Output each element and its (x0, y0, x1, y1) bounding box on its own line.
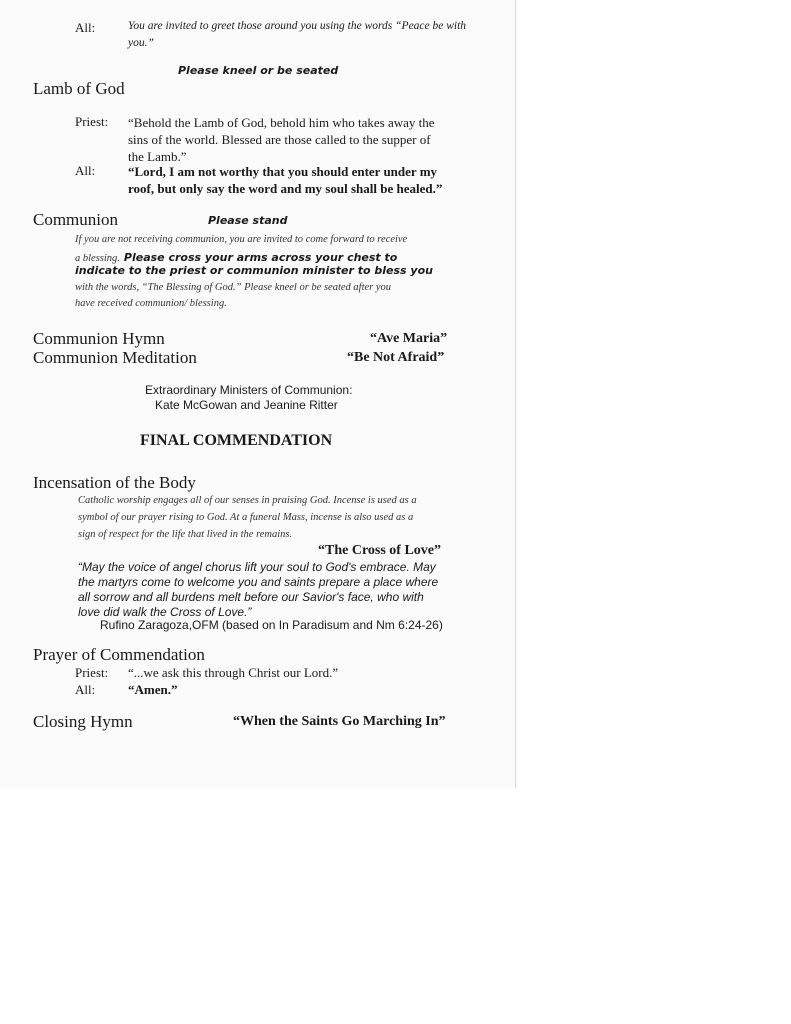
communion-hymn-label: Communion Hymn (33, 329, 165, 348)
lyrics-line: all sorrow and all burdens melt before our Savior's face, who with (78, 590, 424, 604)
priest-label: Priest: (75, 665, 109, 680)
peace-text-line: You are invited to greet those around you using the words “Peace be with (128, 20, 467, 32)
communion-blessing-instruction: Please cross your arms across your chest to (123, 251, 398, 264)
peace-speaker-label: All: (75, 20, 96, 35)
all-label: All: (75, 163, 96, 178)
incensation-note-line: symbol of our prayer rising to God. At a funeral Mass, incense is also used as a (78, 512, 414, 523)
peace-text-line: you.” (128, 37, 154, 49)
all-label: All: (75, 682, 96, 697)
all-response-line: “Lord, I am not worthy that you should enter under my (128, 164, 438, 179)
song-credit: Rufino Zaragoza,OFM (based on In Paradisum and Nm 6:24-26) (100, 618, 443, 632)
priest-line: “Behold the Lamb of God, behold him who takes away the (128, 115, 435, 130)
priest-line: sins of the world. Blessed are those called to the supper of (128, 132, 431, 147)
lamb-of-god-heading: Lamb of God (33, 79, 125, 98)
prayer-of-commendation-heading: Prayer of Commendation (33, 645, 205, 664)
communion-note-line: with the words, “The Blessing of God.” Please kneel or be seated after you (75, 282, 392, 293)
communion-blessing-instruction: indicate to the priest or communion minister to bless you (75, 264, 433, 277)
priest-line: “...we ask this through Christ our Lord.” (128, 665, 339, 680)
priest-label: Priest: (75, 114, 109, 129)
lyrics-line: the martyrs come to welcome you and saints prepare a place where (78, 575, 439, 589)
communion-hymn-title: “Ave Maria” (370, 331, 448, 346)
incensation-note-line: Catholic worship engages all of our senses in praising God. Incense is used as a (78, 495, 417, 506)
communion-note-line: If you are not receiving communion, you are invited to come forward to receive (75, 234, 408, 245)
communion-meditation-label: Communion Meditation (33, 348, 197, 367)
ministers-heading: Extraordinary Ministers of Communion: (145, 383, 353, 397)
kneel-instruction: Please kneel or be seated (178, 64, 339, 77)
lyrics-line: “May the voice of angel chorus lift your soul to God's embrace. May (78, 560, 436, 574)
incensation-note-line: sign of respect for the life that lived in the remains. (78, 529, 293, 540)
lyrics-line: love did walk the Cross of Love.” (78, 605, 252, 619)
priest-line: the Lamb.” (128, 149, 187, 164)
cross-of-love-title: “The Cross of Love” (318, 543, 442, 558)
all-response-line: “Amen.” (128, 682, 178, 697)
all-response-line: roof, but only say the word and my soul shall be healed.” (128, 181, 443, 196)
communion-heading: Communion (33, 210, 119, 229)
ministers-names: Kate McGowan and Jeanine Ritter (155, 398, 338, 412)
communion-note-line: have received communion/ blessing. (75, 298, 227, 309)
communion-meditation-title: “Be Not Afraid” (347, 350, 445, 365)
incensation-heading: Incensation of the Body (33, 473, 196, 492)
communion-note-text: a blessing. (75, 253, 120, 264)
closing-hymn-label: Closing Hymn (33, 712, 133, 731)
closing-hymn-title: “When the Saints Go Marching In” (233, 714, 446, 729)
stand-instruction: Please stand (208, 214, 288, 227)
final-commendation-heading: FINAL COMMENDATION (140, 432, 333, 449)
